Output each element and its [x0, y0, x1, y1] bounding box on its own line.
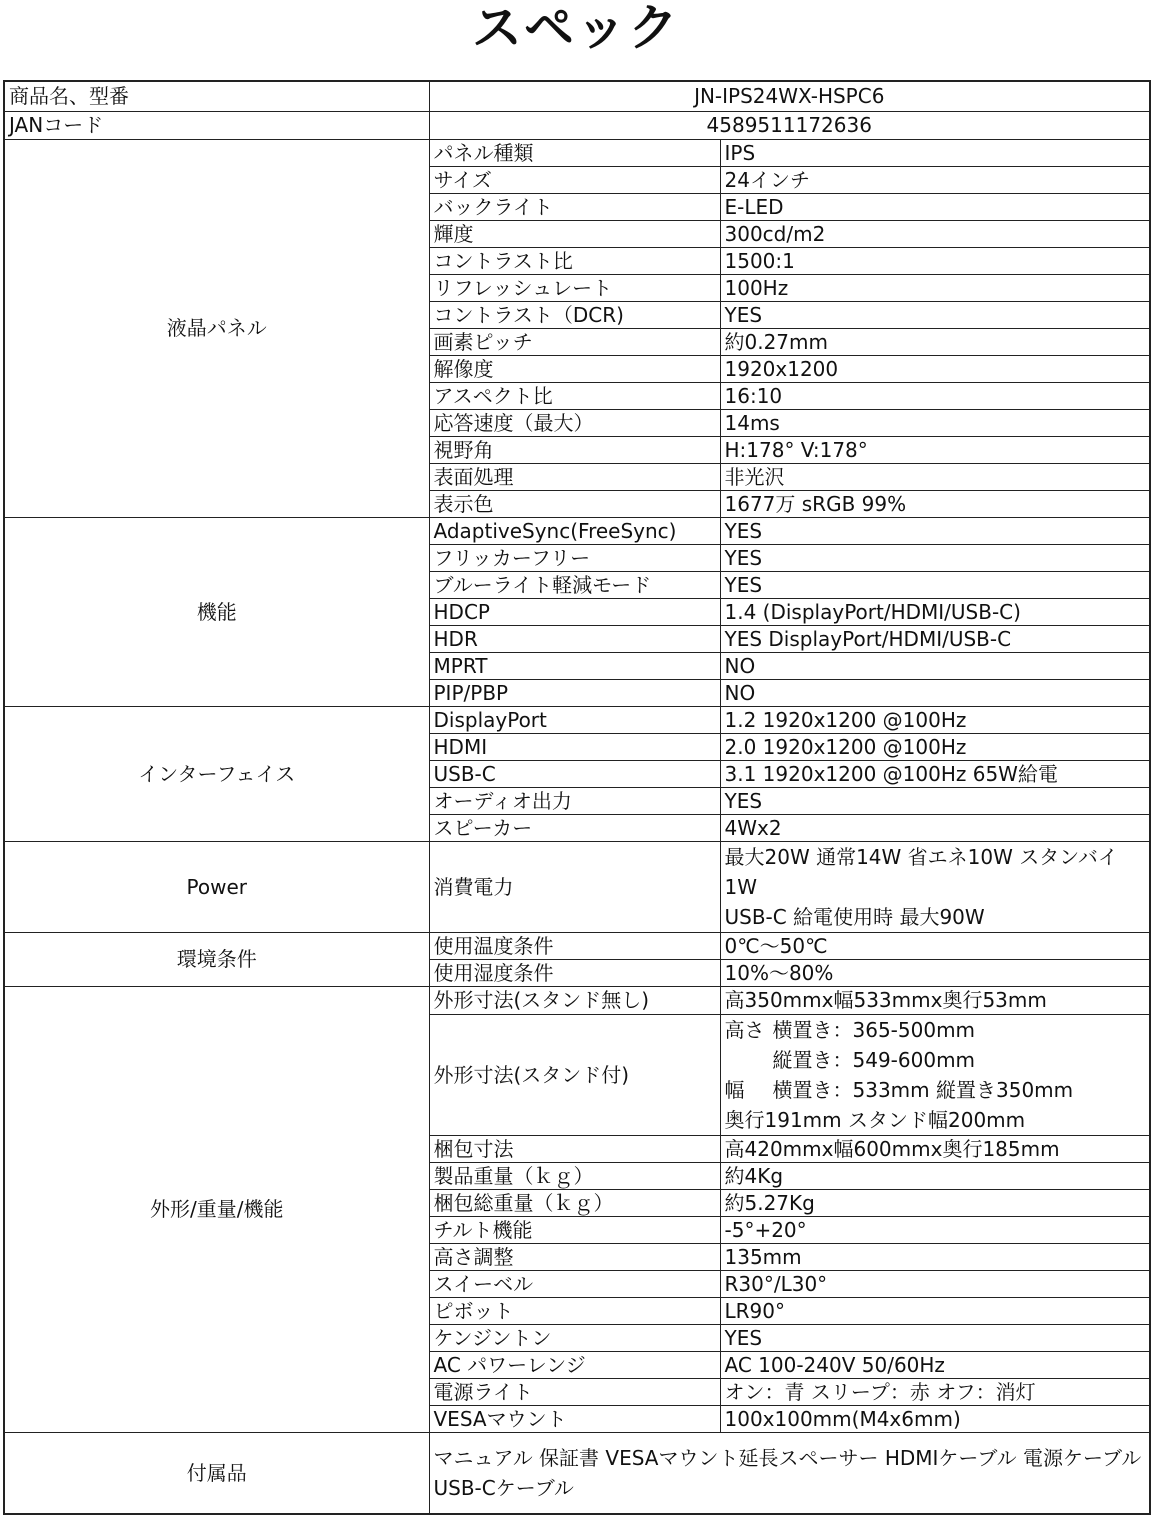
- row-value: 1500:1: [720, 247, 1150, 274]
- row-label: スピーカー: [429, 814, 720, 841]
- row-label: USB-C: [429, 760, 720, 787]
- row-value-multiline: [720, 1014, 1150, 1135]
- row-label: ピボット: [429, 1297, 720, 1324]
- spec-row: [4, 517, 1150, 544]
- category-accessories: 付属品: [4, 1432, 429, 1514]
- row-label: HDCP: [429, 598, 720, 625]
- spec-row-accessories: [4, 1432, 1150, 1514]
- category-physical: 外形/重量/機能: [4, 986, 429, 1432]
- value-line: [725, 1015, 1146, 1045]
- page-title: スペック: [472, 0, 680, 57]
- row-label: オーディオ出力: [429, 787, 720, 814]
- row-label: コントラスト（DCR): [429, 301, 720, 328]
- row-label: フリッカーフリー: [429, 544, 720, 571]
- row-label: 製品重量（ｋｇ）: [429, 1162, 720, 1189]
- row-label: 商品名、型番: [4, 81, 429, 111]
- row-value: 0℃～50℃: [720, 932, 1150, 959]
- spec-row-power: [4, 841, 1150, 932]
- row-value: 4Wx2: [720, 814, 1150, 841]
- row-value: 10%～80%: [720, 959, 1150, 986]
- row-value: 14ms: [720, 409, 1150, 436]
- category-interface: インターフェイス: [4, 706, 429, 841]
- row-label: 視野角: [429, 436, 720, 463]
- row-label: リフレッシュレート: [429, 274, 720, 301]
- row-value: YES: [720, 517, 1150, 544]
- row-label: 表示色: [429, 490, 720, 517]
- row-label: 外形寸法(スタンド付): [429, 1014, 720, 1135]
- row-label: 応答速度（最大）: [429, 409, 720, 436]
- row-value: 非光沢: [720, 463, 1150, 490]
- spec-row-model: [4, 81, 1150, 111]
- row-label: チルト機能: [429, 1216, 720, 1243]
- row-value: 高350mmx幅533mmx奥行53mm: [720, 986, 1150, 1014]
- value-line: [725, 1045, 1146, 1075]
- row-label: 輝度: [429, 220, 720, 247]
- spec-row: [4, 986, 1150, 1014]
- row-label: MPRT: [429, 652, 720, 679]
- row-label: 使用湿度条件: [429, 959, 720, 986]
- value-prefix: 高さ: [724, 1017, 765, 1042]
- row-value: 1.2 1920x1200 @100Hz: [720, 706, 1150, 733]
- row-value: YES: [720, 301, 1150, 328]
- value-text: 縦置き：549-600mm: [772, 1047, 976, 1072]
- row-label: AC パワーレンジ: [429, 1351, 720, 1378]
- row-label: コントラスト比: [429, 247, 720, 274]
- value-prefix: 幅: [724, 1077, 745, 1102]
- spec-row: [4, 139, 1150, 166]
- row-value: 約0.27mm: [720, 328, 1150, 355]
- spec-table: [3, 80, 1151, 1515]
- value-line: USB-C 給電使用時 最大90W: [724, 904, 985, 929]
- category-environment: 環境条件: [4, 932, 429, 986]
- row-label: サイズ: [429, 166, 720, 193]
- row-value: 135mm: [720, 1243, 1150, 1270]
- row-value: 1.4 (DisplayPort/HDMI/USB-C): [720, 598, 1150, 625]
- row-value: 約5.27Kg: [720, 1189, 1150, 1216]
- row-label: HDMI: [429, 733, 720, 760]
- row-value: JN-IPS24WX-HSPC6: [429, 81, 1150, 111]
- row-value: H:178° V:178°: [720, 436, 1150, 463]
- value-line: 最大20W 通常14W 省エネ10W スタンバイ1W: [724, 844, 1118, 899]
- row-label: 梱包総重量（ｋｇ）: [429, 1189, 720, 1216]
- row-label: JANコード: [4, 111, 429, 139]
- row-label: 消費電力: [429, 841, 720, 932]
- row-value: LR90°: [720, 1297, 1150, 1324]
- row-label: スイーベル: [429, 1270, 720, 1297]
- row-value: R30°/L30°: [720, 1270, 1150, 1297]
- row-value: NO: [720, 652, 1150, 679]
- row-value: 2.0 1920x1200 @100Hz: [720, 733, 1150, 760]
- row-value: YES: [720, 787, 1150, 814]
- value-text: 横置き：533mm 縦置き350mm: [772, 1077, 1074, 1102]
- row-label: バックライト: [429, 193, 720, 220]
- spec-row: [4, 932, 1150, 959]
- row-label: 高さ調整: [429, 1243, 720, 1270]
- row-label: 使用温度条件: [429, 932, 720, 959]
- spec-row: [4, 706, 1150, 733]
- row-label: パネル種類: [429, 139, 720, 166]
- row-value: YES DisplayPort/HDMI/USB-C: [720, 625, 1150, 652]
- row-label: 梱包寸法: [429, 1135, 720, 1162]
- value-line: [725, 1075, 1146, 1105]
- spec-row-jan: [4, 111, 1150, 139]
- row-label: PIP/PBP: [429, 679, 720, 706]
- row-label: 解像度: [429, 355, 720, 382]
- row-value: 高420mmx幅600mmx奥行185mm: [720, 1135, 1150, 1162]
- value-text: 横置き：365-500mm: [772, 1017, 976, 1042]
- row-label: ケンジントン: [429, 1324, 720, 1351]
- row-label: 画素ピッチ: [429, 328, 720, 355]
- row-label: アスペクト比: [429, 382, 720, 409]
- row-value: オン：青 スリープ：赤 オフ：消灯: [720, 1378, 1150, 1405]
- category-features: 機能: [4, 517, 429, 706]
- row-label: 電源ライト: [429, 1378, 720, 1405]
- row-label: 外形寸法(スタンド無し): [429, 986, 720, 1014]
- row-value: AC 100-240V 50/60Hz: [720, 1351, 1150, 1378]
- row-value: 4589511172636: [429, 111, 1150, 139]
- category-panel: 液晶パネル: [4, 139, 429, 517]
- row-value: マニュアル 保証書 VESAマウント延長スペーサー HDMIケーブル 電源ケーブル USB-Cケーブル: [429, 1432, 1150, 1514]
- row-label: HDR: [429, 625, 720, 652]
- row-value-multiline: [720, 841, 1150, 932]
- row-label: VESAマウント: [429, 1405, 720, 1432]
- row-value: 16:10: [720, 382, 1150, 409]
- row-value: 約4Kg: [720, 1162, 1150, 1189]
- row-label: ブルーライト軽減モード: [429, 571, 720, 598]
- row-label: DisplayPort: [429, 706, 720, 733]
- row-value: -5°+20°: [720, 1216, 1150, 1243]
- category-power: Power: [4, 841, 429, 932]
- row-value: 100Hz: [720, 274, 1150, 301]
- row-value: 100x100mm(M4x6mm): [720, 1405, 1150, 1432]
- row-label: 表面処理: [429, 463, 720, 490]
- value-line: 奥行191mm スタンド幅200mm: [724, 1107, 1026, 1132]
- row-value: 1920x1200: [720, 355, 1150, 382]
- row-value: 3.1 1920x1200 @100Hz 65W給電: [720, 760, 1150, 787]
- row-value: IPS: [720, 139, 1150, 166]
- row-value: E-LED: [720, 193, 1150, 220]
- row-label: AdaptiveSync(FreeSync): [429, 517, 720, 544]
- row-value: 300cd/m2: [720, 220, 1150, 247]
- row-value: 24インチ: [720, 166, 1150, 193]
- row-value: 1677万 sRGB 99%: [720, 490, 1150, 517]
- row-value: YES: [720, 544, 1150, 571]
- row-value: YES: [720, 1324, 1150, 1351]
- row-value: NO: [720, 679, 1150, 706]
- row-value: YES: [720, 571, 1150, 598]
